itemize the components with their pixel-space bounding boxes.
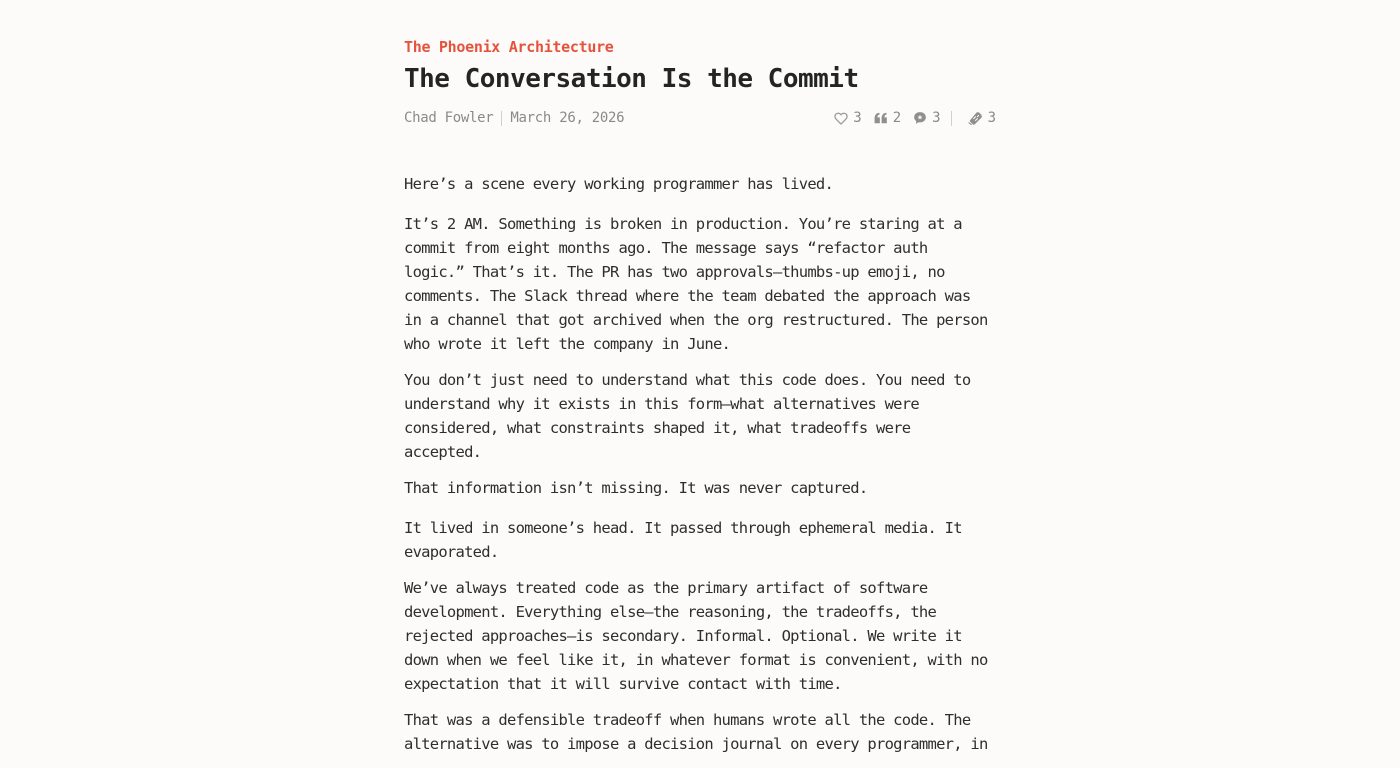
quote-count: 2 — [892, 110, 902, 126]
paragraph: That was a defensible tradeoff when humans wrote all the code. The alternative was to impose a decision journal on every programmer, in — [404, 711, 988, 753]
paragraph: It’s 2 AM. Something is broken in production. You’re staring at a commit from eight months ago. The message says “refactor auth logic.” That’s it. The PR has two approvals—thumbs-up emoji, no comments. The Slack thread where the team debated the approach was in a channel that got archived when the org restructured. The person who wrote it left the company in June. — [404, 215, 988, 353]
post-meta — [404, 108, 996, 128]
post-title: The Conversation Is the Commit — [404, 64, 859, 94]
comment-count: 3 — [932, 110, 941, 126]
like-button[interactable] — [834, 110, 861, 126]
like-count: 3 — [853, 110, 862, 126]
post-stats — [834, 110, 996, 126]
comment-icon — [913, 111, 927, 125]
paragraph: You don’t just need to understand what this code does. You need to understand why it exists in this form—what alternatives were considered, what constraints shaped it, what tradeoffs were accepted. — [404, 371, 971, 461]
paragraph: We’ve always treated code as the primary artifact of software development. Everything else—the reasoning, the tradeoffs, the rejected approaches—is secondary. Informal. Optional. We write it down when we feel like it, in whatever format is convenient, with no expectation that it will survive contact with time. — [404, 579, 988, 693]
restack-button[interactable] — [968, 110, 996, 126]
byline — [404, 110, 624, 126]
paragraph: Here’s a scene every working programmer has lived. — [404, 175, 834, 193]
divider — [501, 111, 502, 126]
quote-button[interactable] — [874, 110, 901, 126]
divider — [951, 111, 952, 126]
post-date: March 26, 2026 — [510, 110, 625, 126]
series-link[interactable]: The Phoenix Architecture — [404, 38, 614, 56]
paragraph: That information isn’t missing. It was never captured. — [404, 479, 868, 497]
article — [404, 36, 996, 768]
restack-icon — [968, 111, 983, 125]
comment-button[interactable] — [913, 110, 940, 126]
quote-icon — [874, 112, 888, 124]
restack-count: 3 — [987, 110, 996, 126]
post-body — [404, 172, 996, 756]
paragraph: It lived in someone’s head. It passed through ephemeral media. It evaporated. — [404, 519, 962, 561]
heart-icon — [834, 112, 848, 125]
author-link[interactable]: Chad Fowler — [404, 110, 494, 126]
